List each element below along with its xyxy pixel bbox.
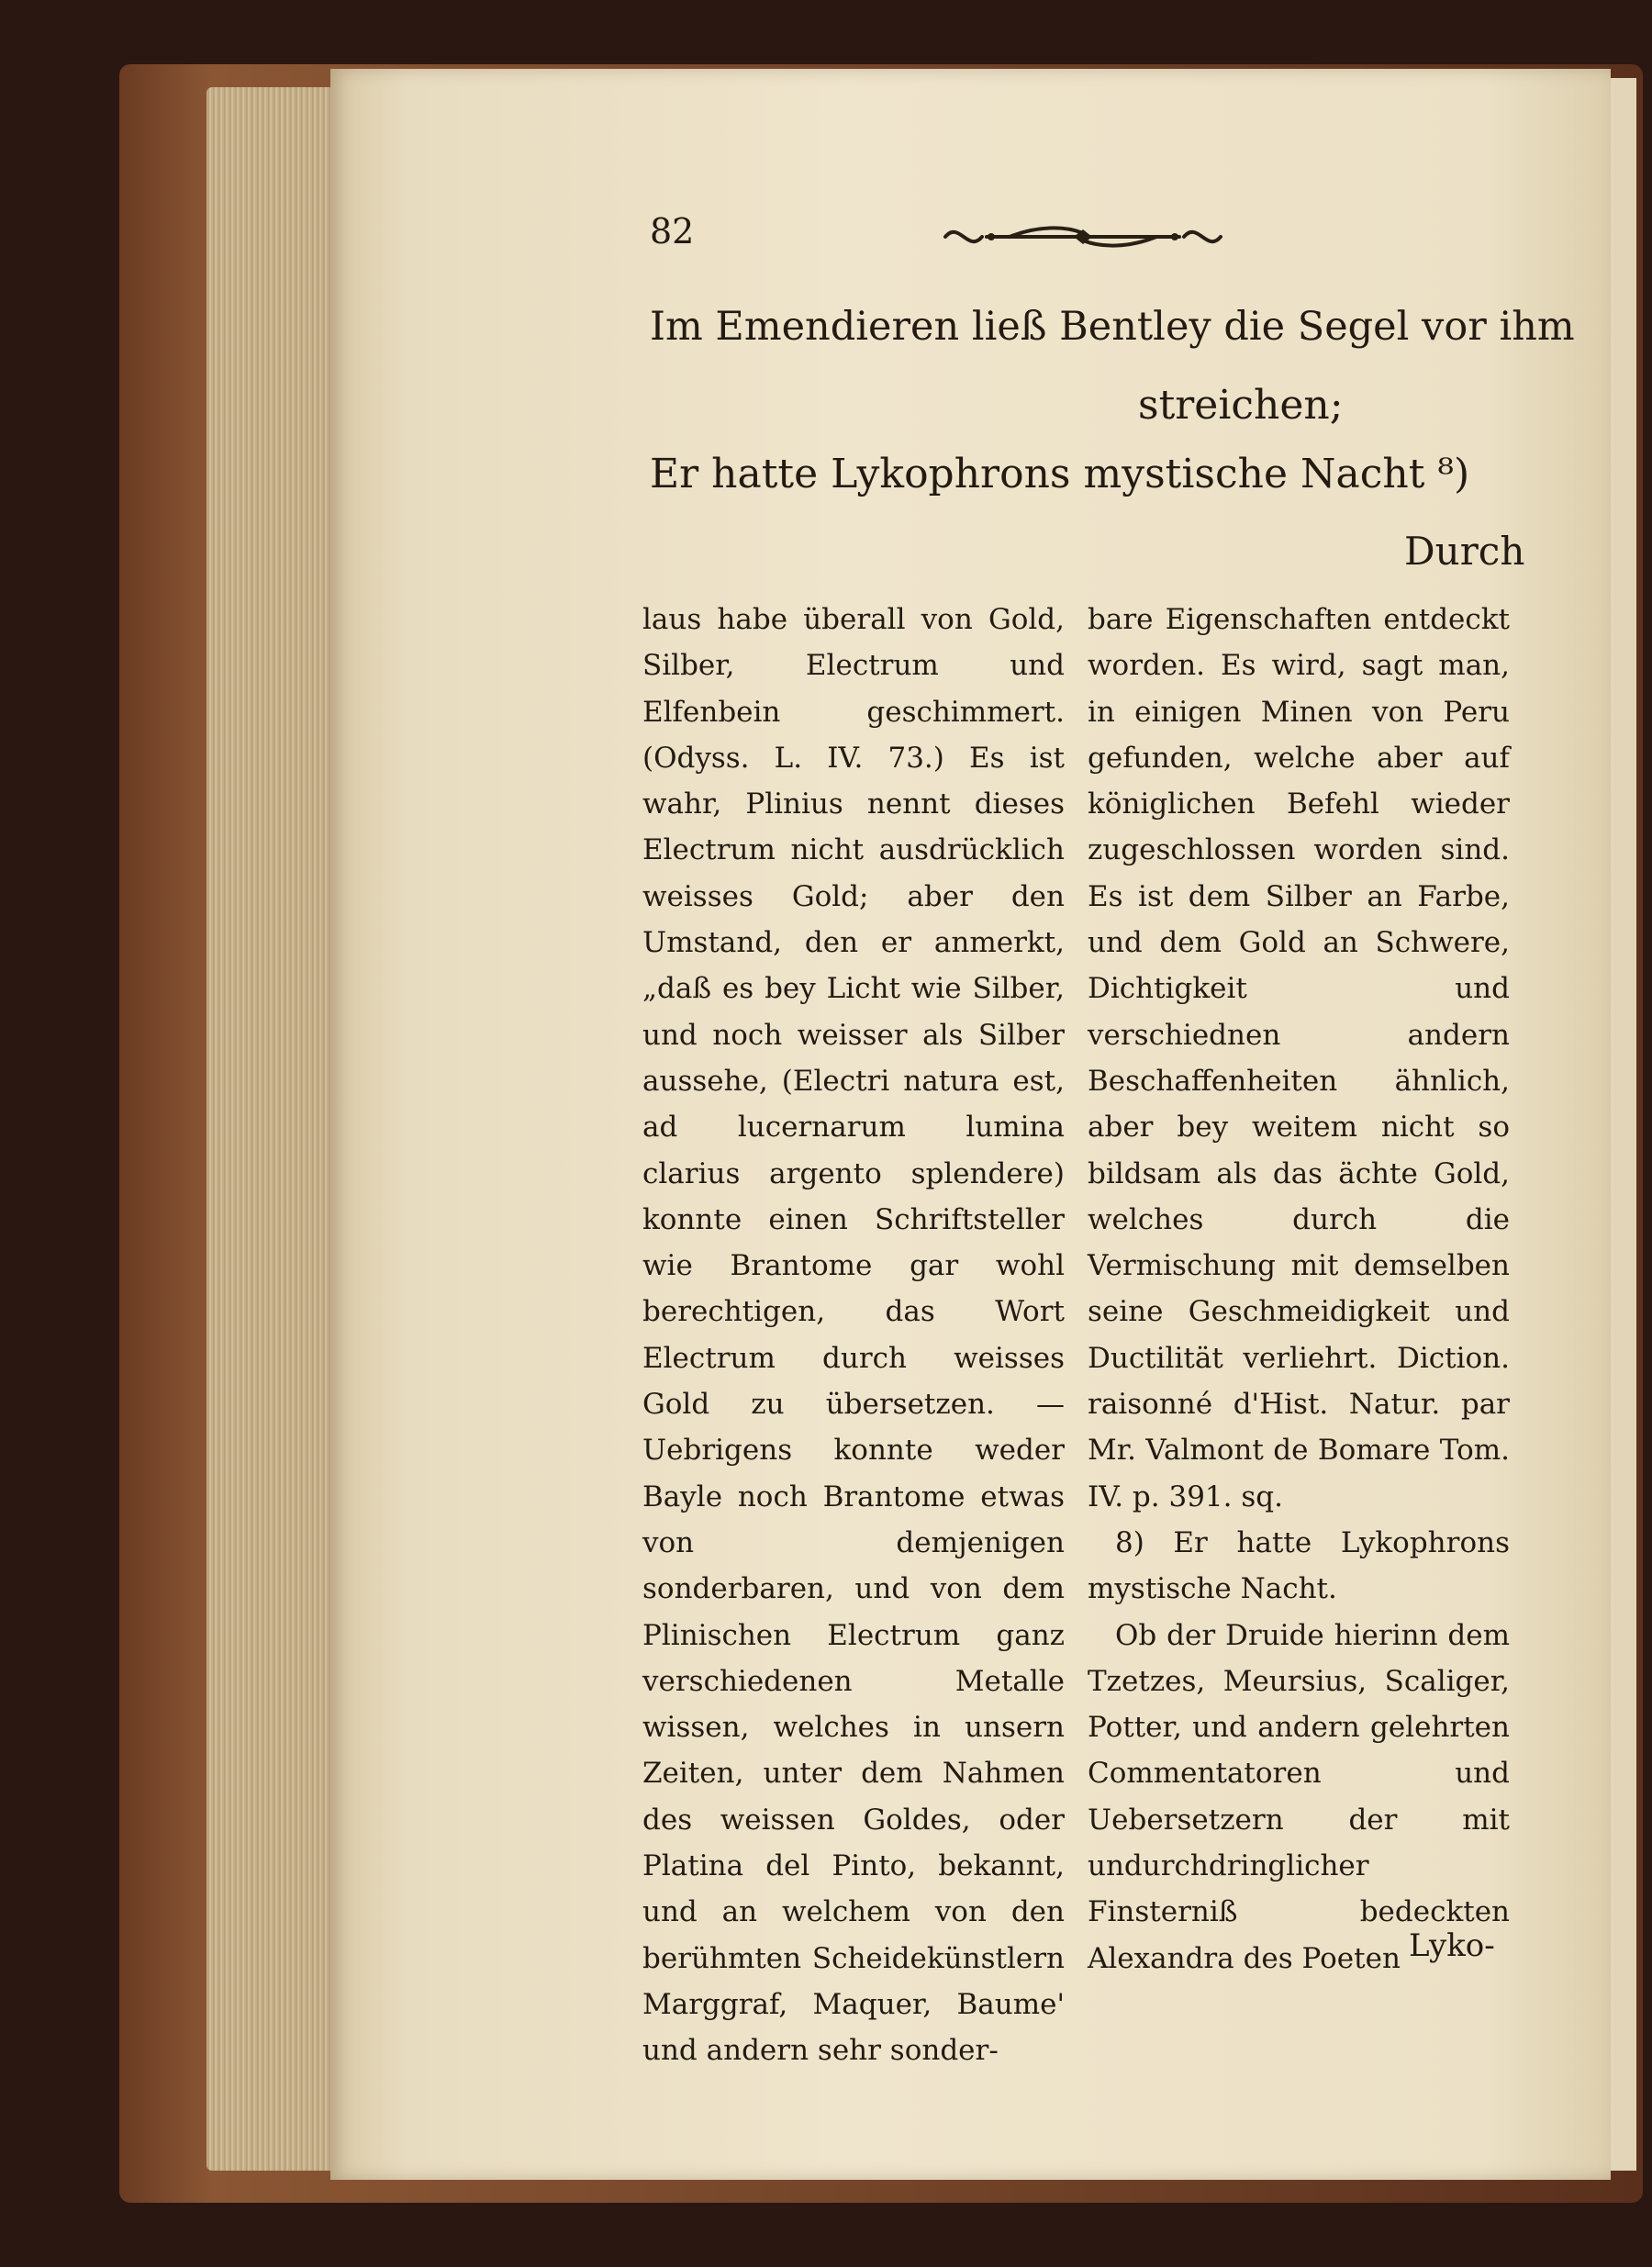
ornament-icon (936, 209, 1230, 264)
footnote-heading: 8) Er hatte Lykophrons mystische Nacht. (1088, 1525, 1510, 1606)
verse-line-2: Er hatte Lykophrons mystische Nacht ⁸) (650, 451, 1470, 497)
notes-catchword: Lyko- (1409, 1927, 1495, 1964)
notes-left-column (642, 597, 1065, 2074)
note-text-right: bare Eigenschaften entdeckt worden. Es wird, sagt man, in einigen Minen von Peru gefunden, welche aber auf königlichen Befehl wieder zugeschlossen worden sind. Es ist dem Silber an Farbe, und dem Gold an Schwere, Dichtigkeit und verschiednen andern Beschaffenheiten ähnlich, aber bey weitem nicht so bildsam als das ächte Gold, welches durch die Vermischung mit demselben seine Geschmeidigkeit und Ductilität verliehrt. Diction. raisonné d'Hist. Natur. par Mr. Valmont de Bomare Tom. IV. p. 391. sq. (1088, 603, 1510, 1513)
verse-line-1: Im Emendieren ließ Bentley die Segel vor ihm (650, 304, 1575, 350)
page-number: 82 (650, 211, 695, 251)
note-text-left: laus habe überall von Gold, Silber, Electrum und Elfenbein geschimmert. (Odyss. L. IV. 73.) Es ist wahr, Plinius nennt dieses Electrum nicht ausdrücklich weisses Gold; aber den Umstand, den er anmerkt, „daß es bey Licht wie Silber, und noch weisser als Silber aussehe, (Electri natura est, ad lucernarum lumina clarius argento splendere) konnte einen Schriftsteller wie Brantome gar wohl berechtigen, das Wort Electrum durch weisses Gold zu übersetzen. — Uebrigens konnte weder Bayle noch Brantome etwas von demjenigen sonderbaren, und von dem Plinischen Electrum ganz verschiedenen Metalle wissen, welches in unsern Zeiten, unter dem Nahmen des weissen Goldes, oder Platina del Pinto, bekannt, und an welchem von den berühmten Scheidekünstlern Marggraf, Maquer, Baume' und andern sehr sonder- (642, 603, 1065, 2068)
footnote-text: Ob der Druide hierinn dem Tzetzes, Meursius, Scaliger, Potter, und andern gelehrten Commentatoren und Uebersetzern der mit undurchdringlicher Finsterniß bedeckten Alexandra des Poeten (1088, 1618, 1510, 1975)
verse-line-1-continuation: streichen; (1138, 382, 1344, 429)
notes-right-column (1088, 597, 1510, 1982)
verse-catchword: Durch (1404, 529, 1525, 574)
